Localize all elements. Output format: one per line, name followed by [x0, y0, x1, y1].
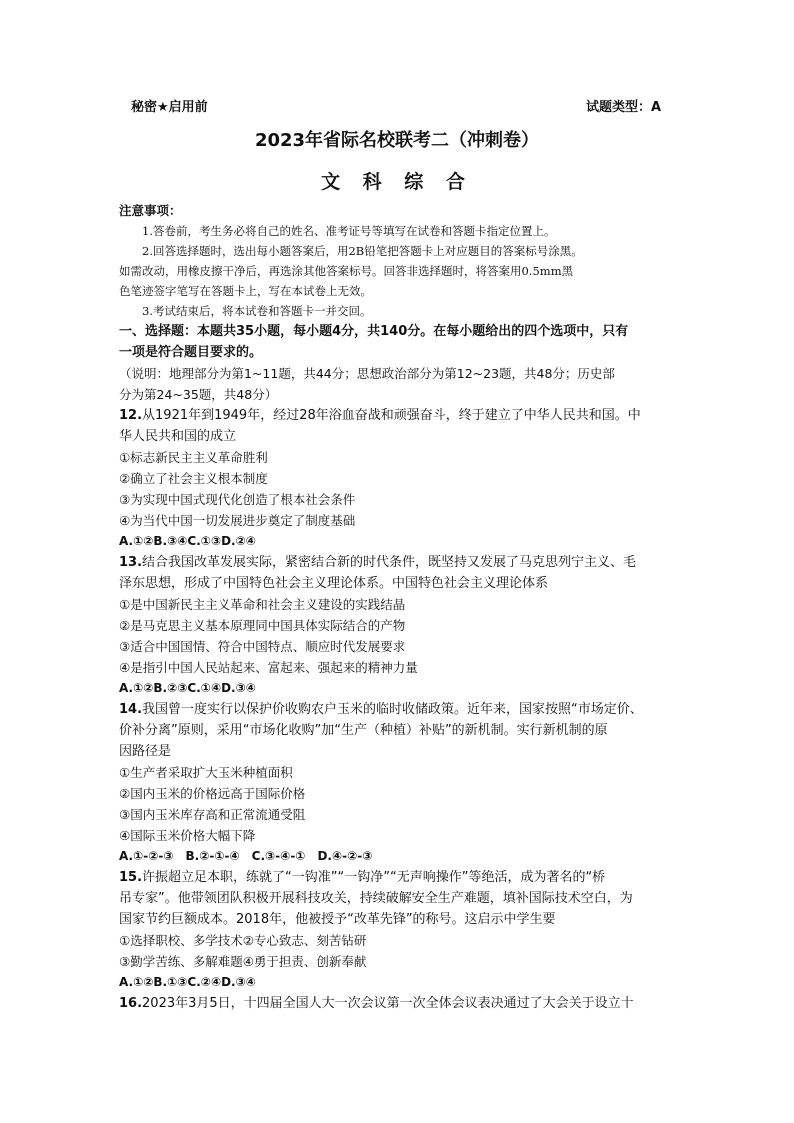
notice-item: 2.回答选择题时，选出每小题答案后，用2B铅笔把答题卡上对应题目的答案标号涂黑。 [142, 244, 583, 258]
exam-type-label: 试题类型：A [586, 100, 662, 115]
question-number: 15. [119, 870, 143, 885]
question-stem [119, 993, 679, 1014]
question-option: ②国内玉米的价格远高于国际价格 [119, 786, 306, 801]
question-option: ①标志新民主主义革命胜利 [119, 450, 268, 465]
question-stem [119, 699, 679, 720]
question-option: ④是指引中国人民站起来、富起来、强起来的精神力量 [119, 660, 418, 675]
question-option: ①生产者采取扩大玉米种植面积 [119, 765, 293, 780]
question-stem: 华人民共和国的成立 [119, 429, 237, 444]
section-heading: 一项是符合题目要求的。 [119, 345, 263, 360]
question-number: 12. [119, 408, 143, 423]
question-text: 从1921年到1949年，经过28年浴血奋战和顽强奋斗，终于建立了中华人民共和国。中 [142, 408, 641, 423]
question-number: 16. [119, 996, 143, 1011]
exam-title: 2023年省际名校联考二（冲刺卷） [254, 130, 540, 151]
question-text: 许振超立足本职，练就了“一钩准”“一钩净”“无声响操作”等绝活，成为著名的“桥 [142, 870, 606, 885]
question-option: ②确立了社会主义根本制度 [119, 471, 268, 486]
question-option: ③国内玉米库存高和正常流通受阻 [119, 807, 306, 822]
question-option: ③适合中国国情、符合中国特点、顺应时代发展要求 [119, 639, 406, 654]
section-note: （说明：地理部分为第1~11题，共44分；思想政治部分为第12~23题，共48分；历史部 [119, 366, 615, 381]
section-heading: 一、选择题：本题共35小题，每小题4分，共140分。在每小题给出的四个选项中，只有 [119, 324, 629, 339]
question-stem [119, 867, 679, 888]
notice-heading: 注意事项： [119, 203, 182, 218]
question-text: 结合我国改革发展实际，紧密结合新的时代条件，既坚持又发展了马克思列宁主义、毛 [142, 555, 637, 570]
answer-choices: A.①②B.②③C.①④D.③④ [119, 681, 256, 695]
answer-choices: A.①②B.③④C.①③D.②④ [119, 534, 256, 548]
question-option: ④国际玉米价格大幅下降 [119, 828, 256, 843]
question-stem: 价补分离”原则，采用“市场化收购”加“生产（种植）补贴”的新机制。实行新机制的原 [119, 723, 608, 738]
section-note: 分为第24~35题，共48分） [119, 387, 278, 402]
notice-item: 色笔迹签字笔写在答题卡上，写在本试卷上无效。 [119, 284, 372, 298]
question-number: 14. [119, 702, 143, 717]
notice-item: 如需改动，用橡皮擦干净后，再选涂其他答案标号。回答非选择题时，将答案用0.5mm黑 [119, 264, 574, 278]
question-option: ①选择职校、多学技术②专心致志、刻苦钻研 [119, 933, 367, 948]
question-option: ③为实现中国式现代化创造了根本社会条件 [119, 492, 356, 507]
exam-subtitle: 文 科 综 合 [321, 171, 473, 193]
question-stem [119, 552, 679, 573]
question-stem: 国家节约巨额成本。2018年，他被授予“改革先锋”的称号。这启示中学生要 [119, 912, 556, 927]
question-stem: 吊专家”。他带领团队积极开展科技攻关，持续破解安全生产难题，填补国际技术空白，为 [119, 891, 633, 906]
exam-body [119, 201, 679, 1014]
confidential-label: 秘密★启用前 [131, 100, 208, 115]
question-option: ①是中国新民主主义革命和社会主义建设的实践结晶 [119, 597, 406, 612]
question-option: ③勤学苦练、多解难题④勇于担责、创新奉献 [119, 954, 367, 969]
question-stem [119, 405, 679, 426]
question-text: 我国曾一度实行以保护价收购农户玉米的临时收储政策。近年来，国家按照“市场定价、 [142, 702, 643, 717]
question-stem: 因路径是 [119, 744, 172, 759]
question-number: 13. [119, 555, 143, 570]
question-stem: 泽东思想，形成了中国特色社会主义理论体系。中国特色社会主义理论体系 [119, 576, 549, 591]
answer-choices: A.①-②-③ B.②-①-④ C.③-④-① D.④-②-③ [119, 849, 373, 863]
question-text: 2023年3月5日，十四届全国人大一次会议第一次全体会议表决通过了大会关于设立十 [142, 996, 634, 1011]
question-option: ②是马克思主义基本原理同中国具体实际结合的产物 [119, 618, 406, 633]
answer-choices: A.①②B.①③C.②④D.③④ [119, 975, 256, 989]
notice-item: 3.考试结束后，将本试卷和答题卡一并交回。 [142, 304, 372, 318]
notice-item: 1.答卷前，考生务必将自己的姓名、准考证号等填写在试卷和答题卡指定位置上。 [142, 224, 556, 238]
question-option: ④为当代中国一切发展进步奠定了制度基础 [119, 513, 356, 528]
